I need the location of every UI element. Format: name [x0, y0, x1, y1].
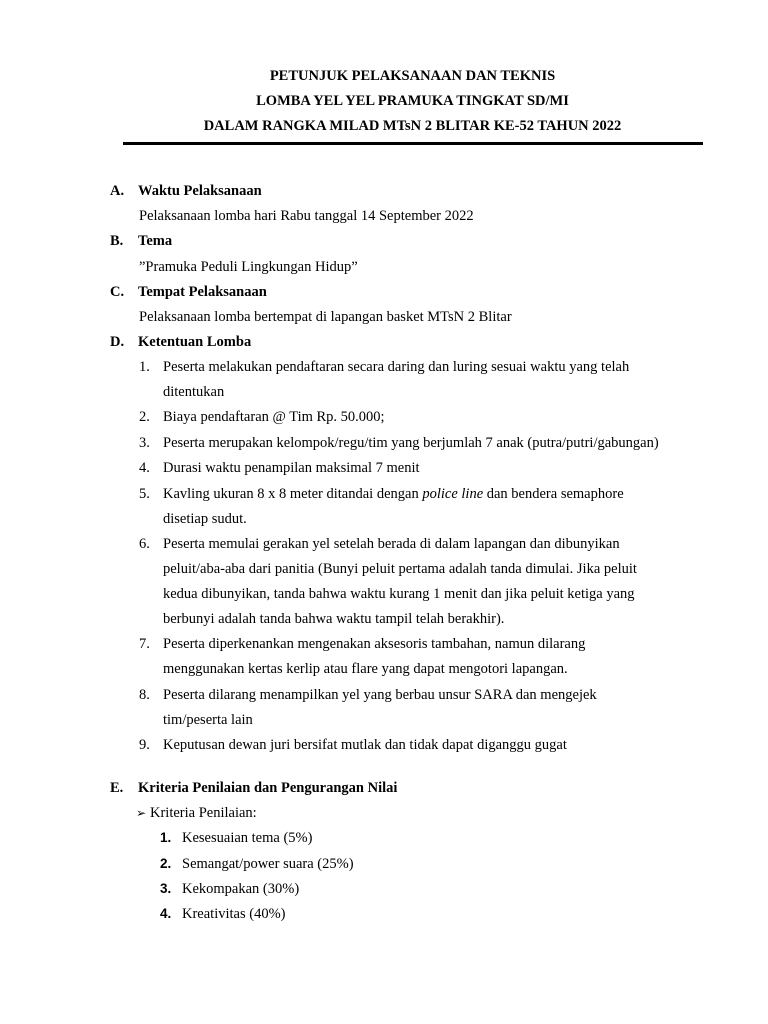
section-c-title: Tempat Pelaksanaan — [138, 284, 267, 300]
criteria-number: 4. — [160, 906, 172, 921]
criteria-number: 3. — [160, 881, 172, 896]
section-d-letter: D. — [110, 334, 125, 350]
section-d-heading — [110, 333, 251, 351]
section-b-heading — [110, 232, 172, 250]
criteria-item: Kekompakan (30%) — [182, 881, 300, 897]
section-a-heading — [110, 182, 262, 200]
list-item-number: 4. — [139, 460, 150, 476]
list-item-number: 5. — [139, 486, 150, 502]
section-e-heading — [110, 779, 397, 797]
list-item-number: 3. — [139, 435, 150, 451]
list-item-text: dan bendera semaphore — [483, 486, 624, 502]
list-item-number: 8. — [139, 687, 150, 703]
list-item-line: peluit/aba-aba dari panitia (Bunyi peluit pertama adalah tanda dimulai. Jika peluit — [163, 561, 637, 577]
list-item-line: Keputusan dewan juri bersifat mutlak dan tidak dapat diganggu gugat — [163, 737, 567, 753]
section-c-letter: C. — [110, 284, 125, 300]
list-item-text: Kavling ukuran 8 x 8 meter ditandai dengan — [163, 486, 423, 502]
list-item-line: ditentukan — [163, 384, 225, 400]
list-item-line: tim/peserta lain — [163, 712, 253, 728]
section-e-title: Kriteria Penilaian dan Pengurangan Nilai — [138, 780, 398, 796]
list-item-line: kedua dibunyikan, tanda bahwa waktu kurang 1 menit dan jika peluit ketiga yang — [163, 586, 635, 602]
section-b-text: ”Pramuka Peduli Lingkungan Hidup” — [139, 259, 358, 275]
criteria-item: Semangat/power suara (25%) — [182, 856, 354, 872]
list-item-line: Peserta merupakan kelompok/regu/tim yang berjumlah 7 anak (putra/putri/gabungan) — [163, 435, 659, 451]
criteria-subheading-text: Kriteria Penilaian: — [150, 805, 257, 821]
list-item-line: Peserta melakukan pendaftaran secara daring dan luring sesuai waktu yang telah — [163, 359, 630, 375]
list-item-line: disetiap sudut. — [163, 511, 247, 527]
section-a-title: Waktu Pelaksanaan — [138, 183, 262, 199]
list-item-line: Durasi waktu penampilan maksimal 7 menit — [163, 460, 420, 476]
list-item-line — [163, 485, 624, 503]
list-item-line: berbunyi adalah tanda bahwa waktu tampil telah berakhir). — [163, 611, 505, 627]
section-c-text: Pelaksanaan lomba bertempat di lapangan basket MTsN 2 Blitar — [139, 309, 512, 325]
list-item-number: 2. — [139, 409, 150, 425]
title-line-2: LOMBA YEL YEL PRAMUKA TINGKAT SD/MI — [256, 93, 569, 109]
list-item-line: Biaya pendaftaran @ Tim Rp. 50.000; — [163, 409, 385, 425]
header-divider — [123, 142, 703, 145]
list-item-emphasis: police line — [422, 486, 484, 502]
title-line-1: PETUNJUK PELAKSANAAN DAN TEKNIS — [269, 68, 556, 84]
section-e-letter: E. — [110, 780, 124, 796]
list-item-number: 9. — [139, 737, 150, 753]
list-item-line: menggunakan kertas kerlip atau flare yang dapat mengotori lapangan. — [163, 661, 568, 677]
list-item-line: Peserta diperkenankan mengenakan aksesoris tambahan, namun dilarang — [163, 636, 586, 652]
list-item-number: 7. — [139, 636, 150, 652]
criteria-number: 2. — [160, 856, 172, 871]
list-item-number: 6. — [139, 536, 150, 552]
section-b-title: Tema — [138, 233, 173, 249]
list-item-line: Peserta memulai gerakan yel setelah berada di dalam lapangan dan dibunyikan — [163, 536, 620, 552]
criteria-item: Kreativitas (40%) — [182, 906, 286, 922]
list-item-number: 1. — [139, 359, 150, 375]
section-a-text: Pelaksanaan lomba hari Rabu tanggal 14 September 2022 — [139, 208, 474, 224]
criteria-subheading — [136, 804, 257, 822]
title-line-3: DALAM RANGKA MILAD MTsN 2 BLITAR KE-52 TAHUN 2022 — [203, 118, 622, 134]
section-a-letter: A. — [110, 183, 125, 199]
arrowhead-bullet-icon: ➢ — [136, 806, 147, 820]
list-item-line: Peserta dilarang menampilkan yel yang berbau unsur SARA dan mengejek — [163, 687, 597, 703]
section-b-letter: B. — [110, 233, 124, 249]
criteria-number: 1. — [160, 830, 172, 845]
section-c-heading — [110, 283, 267, 301]
criteria-item: Kesesuaian tema (5%) — [182, 830, 313, 846]
section-d-title: Ketentuan Lomba — [138, 334, 252, 350]
